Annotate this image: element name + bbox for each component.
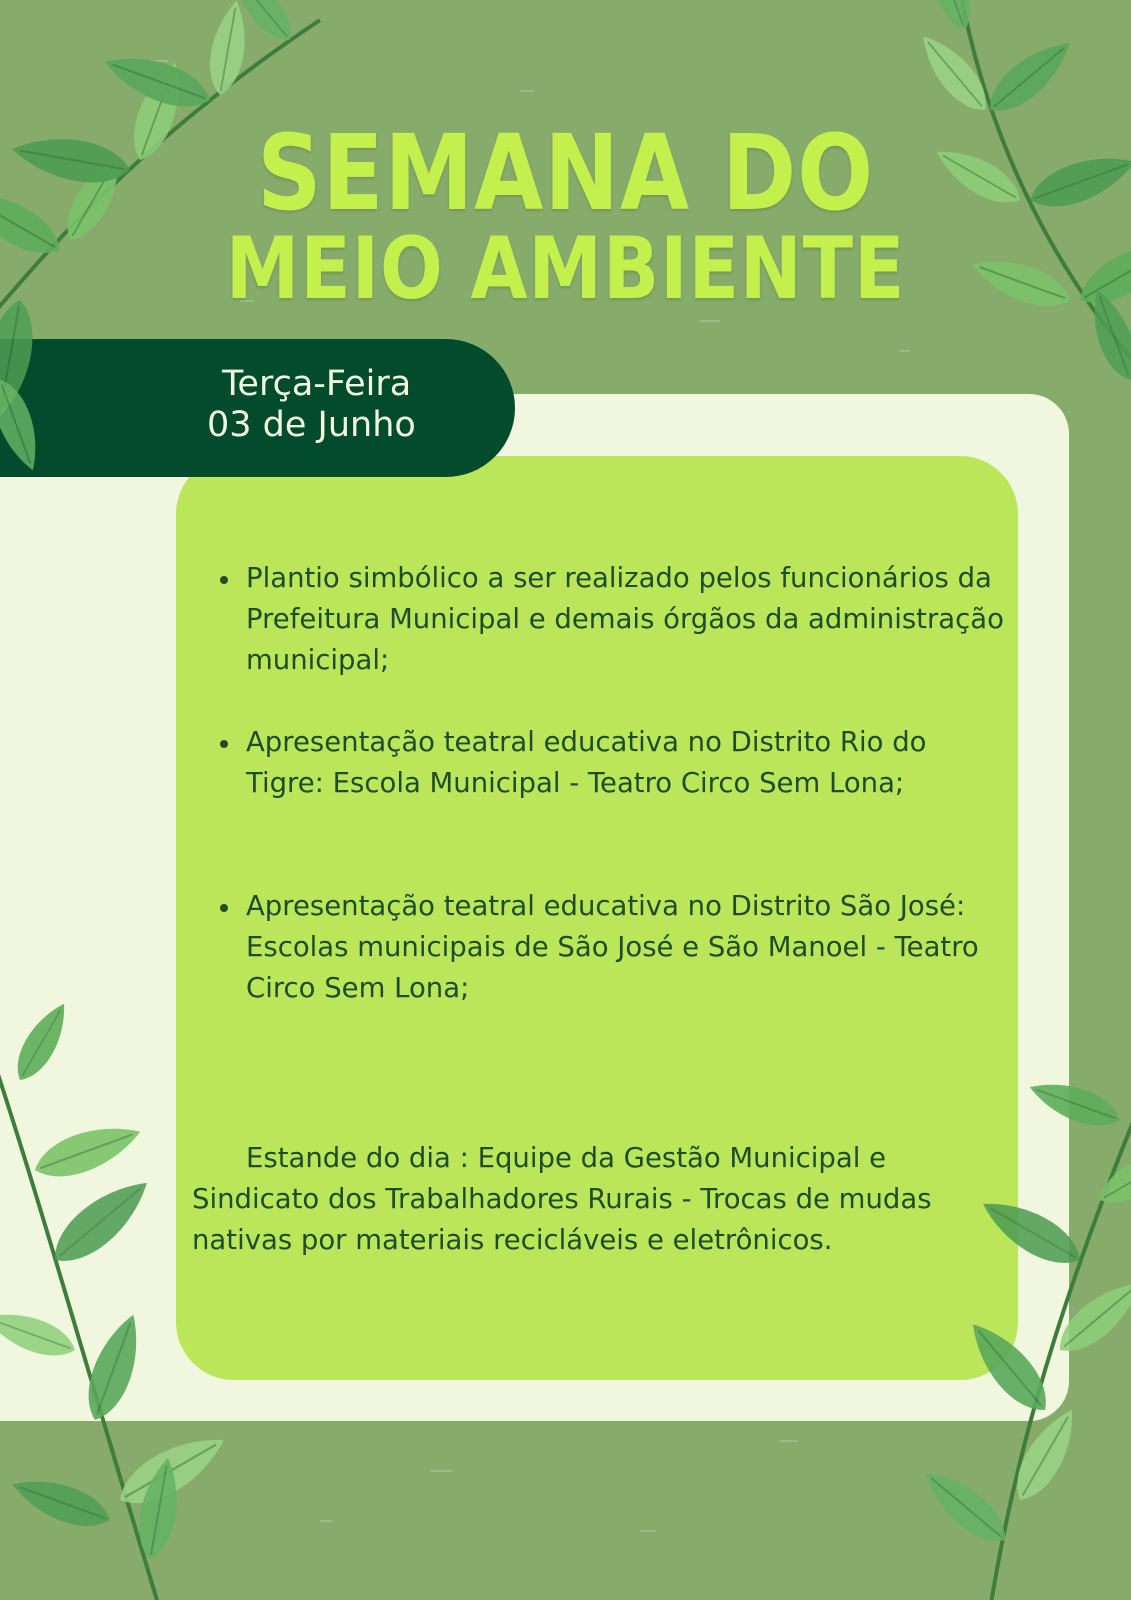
activity-text: Apresentação teatral educativa no Distrito Rio do Tigre: Escola Municipal - Teatro Circo Sem Lona; <box>246 726 927 799</box>
page-title-line-1: SEMANA DO <box>257 112 875 234</box>
leaf-branch-bottom-right <box>914 1072 1131 1600</box>
activity-text: Apresentação teatral educativa no Distrito São José: Escolas municipais de São José e São Manoel - Teatro Circo Sem Lona; <box>246 890 979 1004</box>
date-weekday: Terça-Feira <box>222 364 412 404</box>
date-day: 03 de Junho <box>207 405 416 445</box>
leaf-branch-bottom-left <box>0 996 234 1600</box>
stand-text: Estande do dia : Equipe da Gestão Municipal e Sindicato dos Trabalhadores Rurais - Trocas de mudas nativas por materiais recicláveis e eletrônicos. <box>192 1142 932 1256</box>
page-title-line-2: MEIO AMBIENTE <box>225 219 906 319</box>
activity-text: Plantio simbólico a ser realizado pelos funcionários da Prefeitura Municipal e demais órgãos da administração municipal; <box>246 562 1004 676</box>
